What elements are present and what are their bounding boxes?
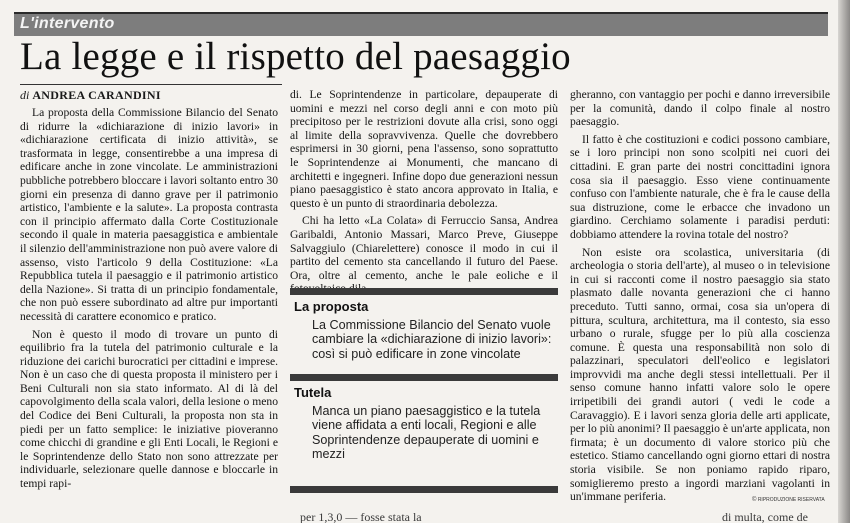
- box-text: Manca un piano paesaggistico e la tutela viene affidata a enti locali, Regioni e alle Soprintendenze depauperate di uomini e mezzi: [312, 404, 541, 462]
- page-fold-shadow: [838, 0, 850, 523]
- section-label: L'intervento: [20, 15, 115, 32]
- box-bottom-rule: [290, 486, 558, 493]
- bottom-strip-right: di multa, come de: [722, 510, 808, 523]
- section-rubric: [14, 12, 828, 36]
- paragraph: Il fatto è che costituzioni e codici possono cambiare, se i loro principi non sono scolpiti nei cuori dei cittadini. E gran parte dei nostri concittadini ignora cosa sia il paesaggio. Esso viene continuamente confuso con l'ambiente naturale, che è fra le cause della sua distruzione, come le erbacce che invadono un giardino. Cerchiamo solamente i paradisi perduti: dobbiamo attendere la rovina totale del nostro?: [570, 132, 830, 241]
- copyright-text: RIPRODUZIONE RISERVATA: [757, 497, 825, 503]
- box-rule: [290, 288, 558, 295]
- bottom-strip: [0, 508, 850, 523]
- article-column-3: [570, 88, 830, 508]
- article-column-2: [290, 88, 558, 300]
- paragraph: Chi ha letto «La Colata» di Ferruccio Sansa, Andrea Garibaldi, Antonio Massari, Marco Preve, Giuseppe Salvaggiulo (Chiarelettere) conosce il modo in cui il partito del cemento sta cancellando il futuro del Paese. Ora, oltre al cemento, anche le pale eoliche e il: [290, 214, 558, 282]
- paragraph: Non esiste ora scolastica, universitaria (di archeologia o storia dell'arte), al museo o in televisione in cui si racconti come il nostro paesaggio sia stato plasmato dalle novanta generazioni che ci hanno preceduto. Tutti sanno, ormai, cosa sia un'opera di pittura, scultura, architettura, ma il contesto, sia esso urbano o rurale, sfugge per lo più alla coscienza comune. È questa una responsabilità non solo di palazzinari, speculatori dell'eolico e legislatori improvvidi ma anche degli stessi intellettuali. Per il senso comune hanno infatti valore solo le opere irripetibili dei grandi autori ( vedi le code a Caravaggio). E i lavori senza gloria delle arti applicate, per lo più anonimi? Il paesaggio è un'arte applicata, non firmata; è un documento di valore storico più che estetico. Stiamo cancellando ogni giorno ettari di nostra storia visibile. Se non poniamo rapido riparo, somiglieremo presto a ingordi marziani vagolanti in un'immane periferia.: [570, 245, 830, 504]
- paragraph: gheranno, con vantaggio per pochi e danno irreversibile per la comunità, dando il colpo finale al nostro paesaggio.: [570, 88, 830, 129]
- bottom-strip-left: per 1,3,0 — fosse stata la: [300, 510, 422, 523]
- copyright-icon: ©: [752, 497, 757, 503]
- box-rule: [290, 374, 558, 381]
- box-text: La Commissione Bilancio del Senato vuole cambiare la «dichiarazione di inizio lavori»: così si può edificare in zone vincolate: [312, 318, 552, 361]
- byline-prefix: di: [20, 88, 30, 102]
- copyright-notice: [752, 497, 825, 503]
- byline: [20, 88, 161, 103]
- sidebar-box-tutela: [290, 374, 558, 462]
- byline-author: ANDREA CARANDINI: [32, 88, 161, 102]
- byline-rule: [20, 84, 282, 85]
- paragraph: di. Le Soprintendenze in particolare, depauperate di uomini e mezzi nel corso degli anni e con moto più precipitoso per le restrizioni dovute alla crisi, sono oggi al limite della sopravvivenza. Quelle che dovrebbero esprimersi in 30 giorni, pena l'assenso, sono soprattutto le Soprintendenze ai Monumenti, che mancano di architetti e ingegneri. Infine dopo due generazioni nessun piano paesaggistico è stato ancora approvato in Italia, e questo è un punto di straordinaria debolezza.: [290, 88, 558, 210]
- paragraph: Non è questo il modo di trovare un punto di equilibrio fra la tutela del patrimonio culturale e la riduzione dei carichi burocratici per cittadini e imprese. Non è un caso che di questa proposta il ministero per i Beni Culturali non sia stato informato. Al di là del capovolgimento della scala valori, della lesione o meno del Codice dei Beni Culturali, la proposta non sta in piedi per un fatto semplice: le iniziative pioveranno come chicchi di grandine e gli Enti Locali, le Regioni e le Soprintendenze dello Stato non sono attrezzate per individuarle, selezionare quelle dannose e bloccarle in tempi rapi-: [20, 327, 278, 491]
- article-column-1: [20, 106, 278, 495]
- box-title: Tutela: [294, 385, 332, 400]
- paragraph: La proposta della Commissione Bilancio del Senato di ridurre la «dichiarazione di inizio lavori» in «dichiarazione certificata di inizio attività», se trasformata in legge, consentirebbe a una impresa di edificare anche in zone vincolate. Le amministrazioni pubbliche potrebbero bloccare i lavori soltanto entro 30 giorni ein presenza di danno grave per il patrimonio artistico, l'ambiente e la salute». La proposta contrasta con il principio affermato dalla Corte Costituzionale secondo il quale in materia paesaggistica e ambientale il silenzio dell'amministrazione non può avere valore di assenso, visto l'articolo 9 della Costituzione: «La Repubblica tutela il paesaggio e il patrimonio artistico della Nazione». Si tratta di un principio fondamentale, che non può essere subordinato ad altre pur importanti necessità di carattere economico e pratico.: [20, 106, 278, 323]
- box-title: La proposta: [294, 299, 369, 314]
- sidebar-box-proposta: [290, 288, 558, 361]
- article-headline: La legge e il rispetto del paesaggio: [20, 35, 571, 78]
